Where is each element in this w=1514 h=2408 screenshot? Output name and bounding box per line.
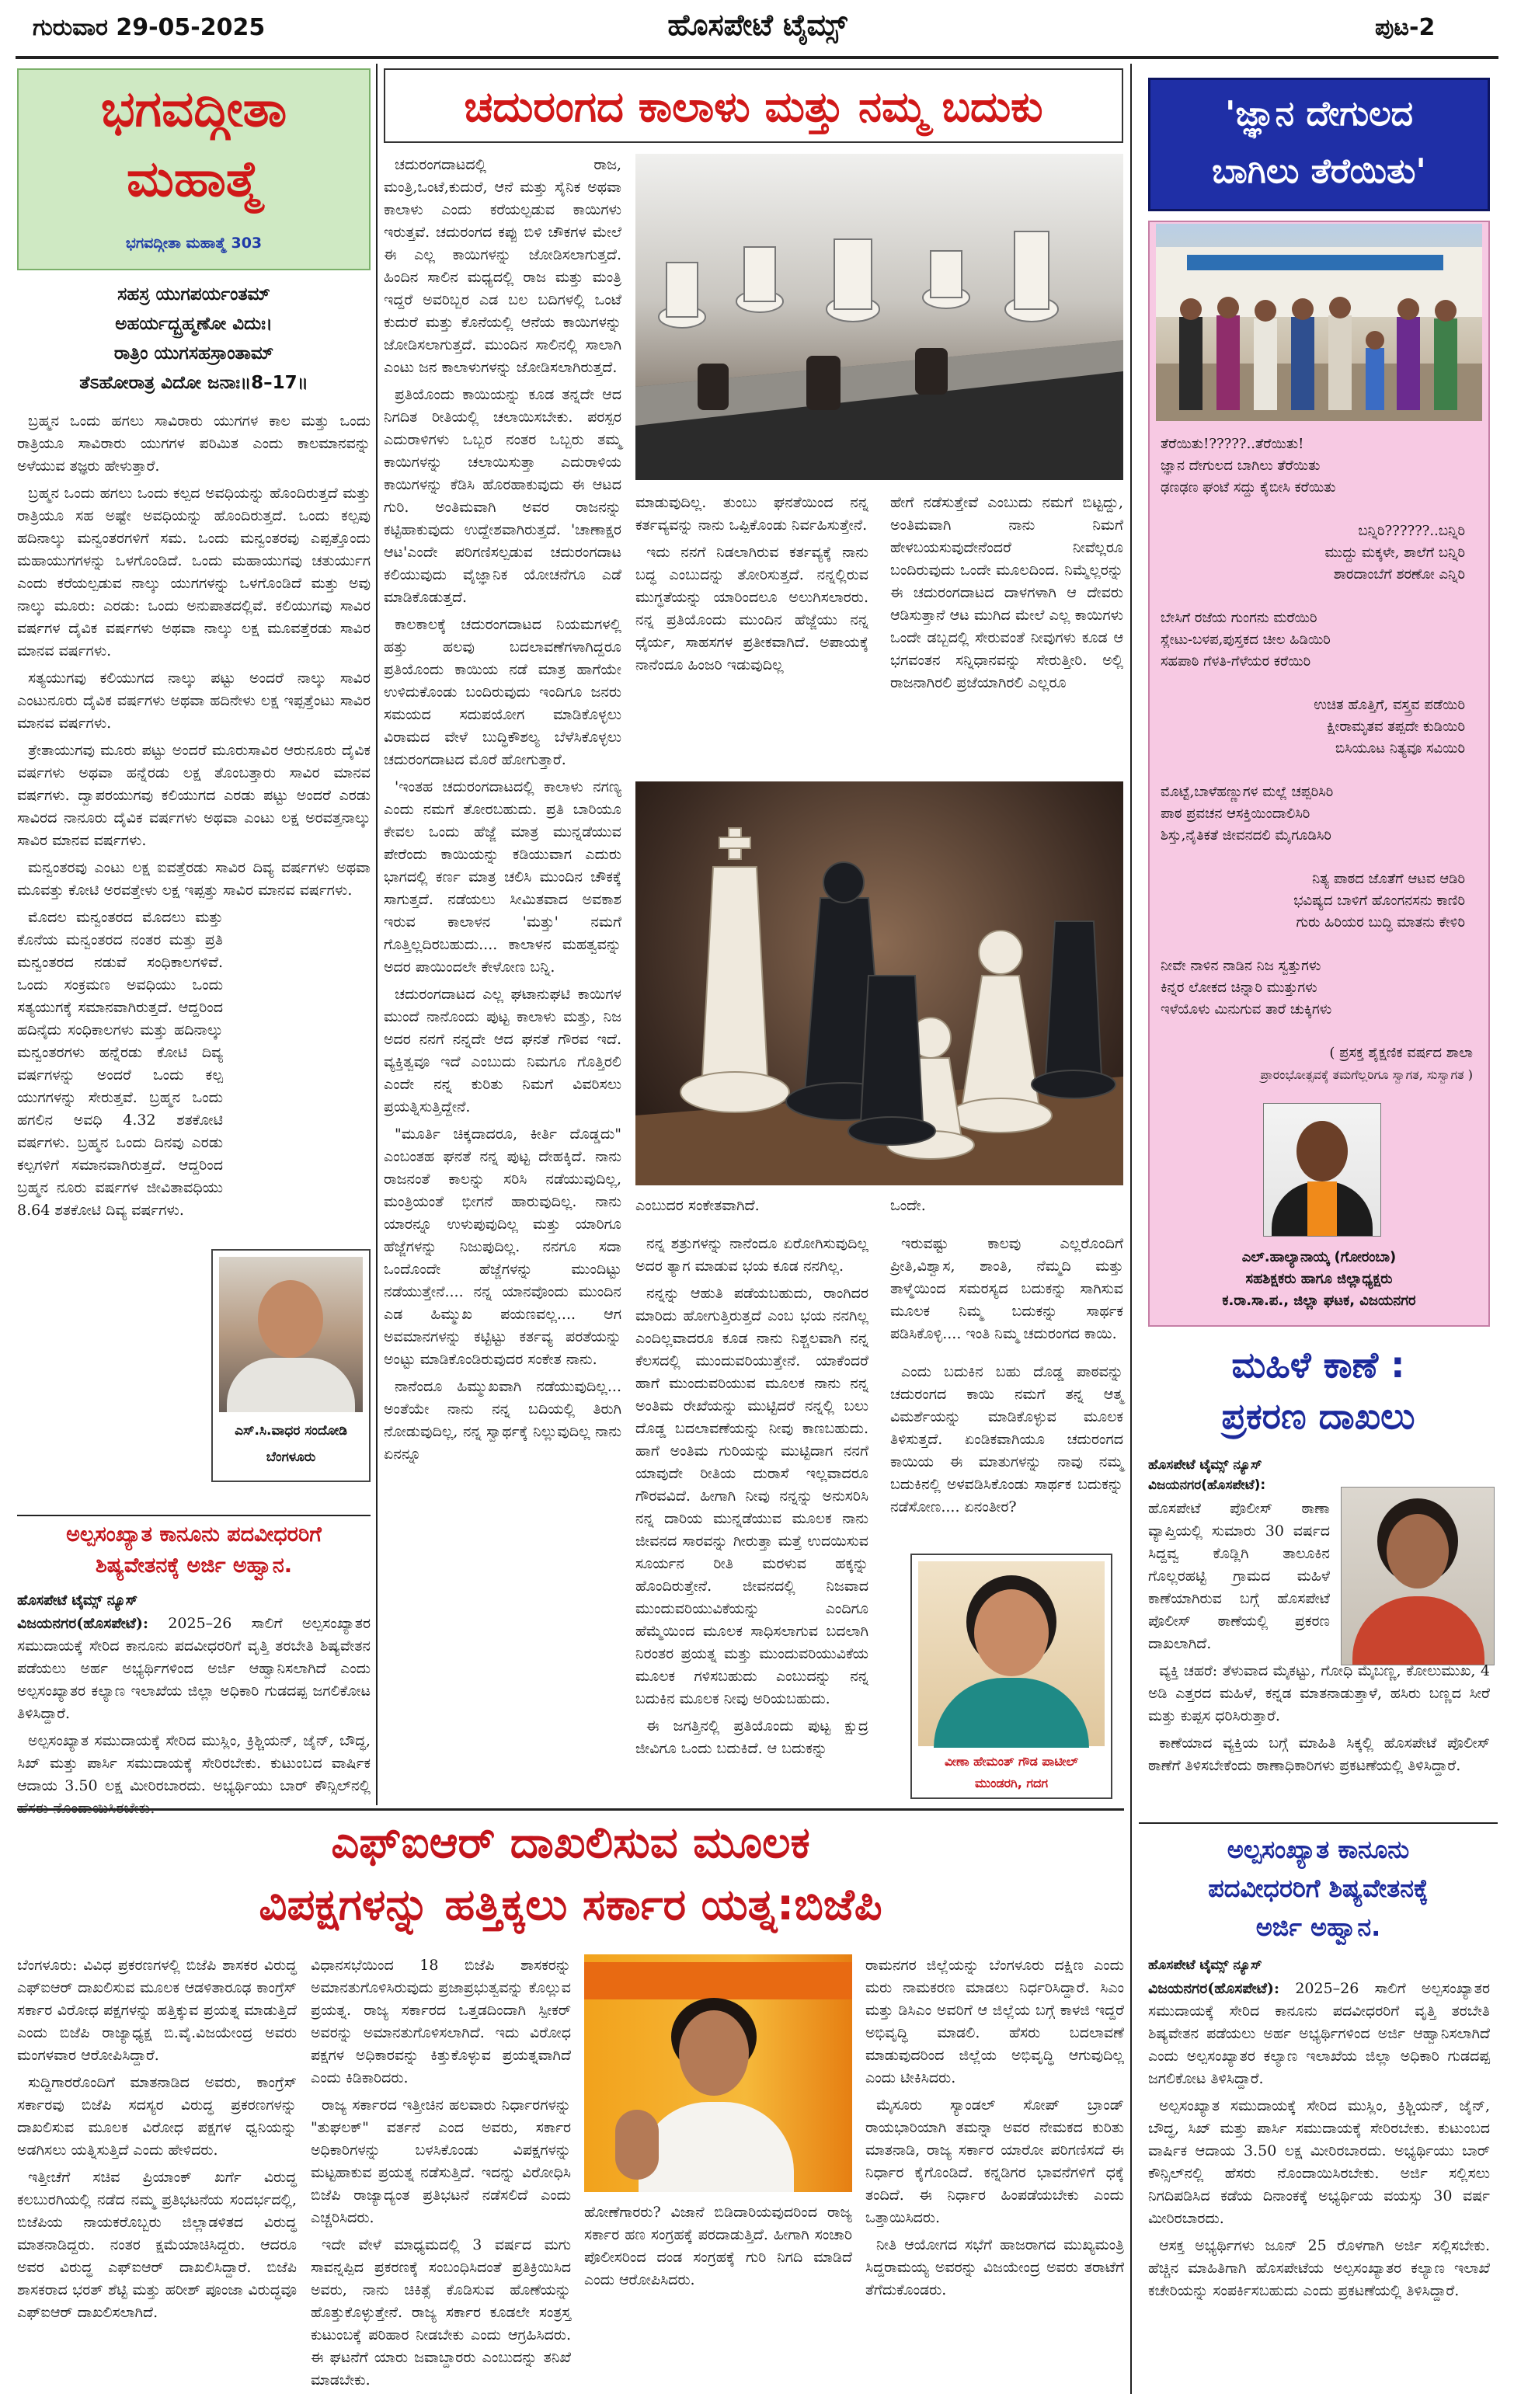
poem-line: ಬೇಸಿಗೆ ರಜೆಯ ಗುಂಗನು ಮರೆಯಿರಿ: [1161, 610, 1317, 626]
chess-author-name: ವೀಣಾ ಹೇಮಂತ್ ಗೌಡ ಪಾಟೀಲ್: [945, 1754, 1078, 1769]
poem-line: ಕ್ಷೀರಾಮೃತವ ತಪ್ಪದೇ ಕುಡಿಯಿರಿ: [1326, 719, 1465, 735]
gita-paragraph: ಸತ್ಯಯುಗವು ಕಲಿಯುಗದ ನಾಲ್ಕು ಪಟ್ಟು ಅಂದರೆ ನಾಲ್ಕು ಸಾವಿರ ಎಂಟುನೂರು ದೈವಿಕ ವರ್ಷಗಳು ಅಥವಾ ಹದಿನೇಳು ಲಕ್ಷ ಇಪ್ಪತ್ತೆಂಟು ಸಾವಿರ ಮಾನವ ವರ್ಷಗಳು.: [17, 670, 371, 732]
minority-left-paragraph: [17, 1613, 371, 1725]
gita-paragraph: ಬ್ರಹ್ಮನ ಒಂದು ಹಗಲು ಸಾವಿರಾರು ಯುಗಗಳ ಕಾಲ ಮತ್ತು ಒಂದು ರಾತ್ರಿಯೂ ಸಾವಿರಾರು ಯುಗಗಳ ಪರಿಮಿತ ಎಂದು ಕಾಲಮಾನವನ್ನು ಅಳೆಯುವ ತಜ್ಞರು ಹೇಳುತ್ತಾರೆ.: [17, 412, 371, 475]
chess-column-2-continued: [635, 1195, 868, 1801]
missing-headline-2: ಪ್ರಕರಣ ದಾಖಲು: [1221, 1395, 1415, 1437]
poem-line: ಉಚಿತ ಹೊತ್ತಿಗೆ, ವಸ್ತ್ರವ ಪಡೆಯಿರಿ: [1314, 697, 1465, 713]
poem-line: ಪಾಠ ಪ್ರವಚನ ಆಸಕ್ತಿಯಿಂದಾಲಿಸಿರಿ: [1161, 806, 1310, 822]
gita-header-box: [17, 68, 371, 270]
chess-column-1: [384, 154, 621, 1801]
poem-line: ಶಾರದಾಂಬೆಗೆ ಶರಣೋ ಎನ್ನಿರಿ: [1333, 566, 1465, 583]
chess-author-place: ಮುಂಡರಗಿ, ಗದಗ: [974, 1776, 1049, 1790]
shloka-line: ರಾತ್ರಿಂ ಯುಗಸಹಸ್ರಾಂತಾಮ್: [113, 343, 274, 364]
chess-paragraph: ಇದು ನನಗೆ ನಿಡಲಾಗಿರುವ ಕರ್ತವ್ಯಕ್ಕೆ ನಾನು ಬದ್ಧ ಎಂಬುದನ್ನು ತೋರಿಸುತ್ತದೆ. ನನ್ನಲ್ಲಿರುವ ಮುಗ್ಧತೆಯನ್ನು ಯಾರಿಂದಲೂ ಅಲುಗಿಸಲಾರರು. ನನ್ನ ಪ್ರತಿಯೊಂದು ಮುಂದಿನ ಹೆಜ್ಜೆಯು ನನ್ನ ಧೈರ್ಯ, ಸಾಹಸಗಳ ಪ್ರತೀಕವಾಗಿದೆ. ಅಪಾಯಕ್ಕೆ ನಾನೆಂದೂ ಹಿಂಜರಿ ಇಡುವುದಿಲ್ಲ: [635, 544, 868, 673]
chess-section: [384, 68, 1123, 1805]
poem-line: ತೆರೆಯಿತು!?????..ತೆರೆಯಿತು!: [1161, 436, 1304, 452]
poem-line: [1161, 847, 1481, 868]
chess-paragraph: ನನ್ನನ್ನು ಆಹುತಿ ಪಡೆಯಬಹುದು, ರಾಂಗಿದರ ಮಾರಿದು ಹೋಗುತ್ತಿರುತ್ತದೆ ಎಂಬ ಭಯ ನನಗಿಲ್ಲ ಎಂದಿಲ್ಲವಾದರೂ ಕೂಡ ನಾನು ನಿಶ್ಚಲವಾಗಿ ನನ್ನ ಕೆಲಸದಲ್ಲಿ ಮುಂದುವರಿಯುತ್ತೇನೆ. ಯಾಕೆಂದರೆ ಹಾಗೆ ಮುಂದುವರಿಯುವ ಮೂಲಕ ನಾನು ನನ್ನ ಅಂತಿಮ ರೇಖೆಯನ್ನು ಮುಟ್ಟಿದರೆ ನನ್ನಲ್ಲಿ ಬಲು ದೊಡ್ಡ ಬದಲಾವಣೆಯನ್ನು ನೀವು ಕಾಣಬಹುದು. ಹಾಗೆ ಅಂತಿಮ ಗುರಿಯನ್ನು ಮುಟ್ಟಿದಾಗ ನನಗೆ ಯಾವುದೇ ರೀತಿಯ ದುರಾಸೆ ಇಲ್ಲವಾದರೂ ಗೌರವವಿದೆ. ಹೀಗಾಗಿ ನೀವು ನನ್ನನ್ನು ಅನುಸರಿಸಿ ನನ್ನ ದಾರಿಯ ಮುನ್ನಡೆಯುವ ಮೂಲಕ ನಾನು ಜೀವನದ ಸಾರವನ್ನು ಗೀರುತ್ತಾ ಮತ್ತೆ ಉದಯಿಸುವ ಸೂರ್ಯನ ರೀತಿ ಮರಳುವ ಹಕ್ಕನ್ನು ಹೊಂದಿರುತ್ತೇನೆ. ಜೀವನದಲ್ಲಿ ನಿಜವಾದ ಮುಂದುವರಿಯುವಿಕೆಯನ್ನು ಎಂದಿಗೂ ಹೆಮ್ಮೆಯಿಂದ ಮೂಲಕ ಸಾಧಿಸಲಾಗುವ ಬದಲಾಗಿ ನಿರಂತರ ಪ್ರಯತ್ನ ಮತ್ತು ಮುಂದುವರಿಯುವಿಕೆಯ ಮೂಲಕ ಗಳಿಸಬಹುದು ಎಂಬುದನ್ನು ನನ್ನ ಬದುಕಿನ ಮೂಲಕ ನೀವು ಅರಿಯಬಹುದು.: [635, 1285, 868, 1707]
bjp-paragraph: ಇತ್ತೀಚೆಗೆ ಸಚಿವ ಪ್ರಿಯಾಂಕ್ ಖರ್ಗೆ ವಿರುದ್ಧ ಕಲಬುರಗಿಯಲ್ಲಿ ನಡೆದ ನಮ್ಮ ಪ್ರತಿಭಟನೆಯ ಸಂದರ್ಭದಲ್ಲಿ, ಬಿಜೆಪಿಯ ನಾಯಕರೊಬ್ಬರು ಜಿಲ್ಲಾಡಳಿತದ ವಿರುದ್ಧ ಮಾತನಾಡಿದ್ದರು. ನಂತರ ಕ್ಷಮೆಯಾಚಿಸಿದ್ದರು. ಆದರೂ ಅವರ ವಿರುದ್ಧ ಎಫ್‌ಐಆರ್ ದಾಖಲಿಸಿದ್ದಾರೆ. ಬಿಜೆಪಿ ಶಾಸಕರಾದ ಭರತ್ ಶೆಟ್ಟಿ ಮತ್ತು ಹರೀಶ್ ಪೂಂಜಾ ವಿರುದ್ಧವೂ ಎಫ್‌ಐಆರ್ ದಾಖಲಿಸಲಾಗಿದೆ.: [17, 2169, 297, 2321]
gita-paragraph: ಮೊದಲ ಮನ್ವಂತರದ ಮೊದಲು ಮತ್ತು ಕೊನೆಯ ಮನ್ವಂತರದ ನಂತರ ಮತ್ತು ಪ್ರತಿ ಮನ್ವಂತರದ ನಡುವೆ ಸಂಧಿಕಾಲಗಳಿವೆ. ಒಂದು ಸಂಕ್ರಮಣ ಅವಧಿಯು ಒಂದು ಸತ್ಯಯುಗಕ್ಕೆ ಸಮಾನವಾಗಿರುತ್ತದೆ. ಆದ್ದರಿಂದ ಹದಿನೈದು ಸಂಧಿಕಾಲಗಳು ಮತ್ತು ಹದಿನಾಲ್ಕು ಮನ್ವಂತರಗಳು ಹನ್ನೆರಡು ಕೋಟಿ ದಿವ್ಯ ವರ್ಷಗಳನ್ನು ಅಂದರೆ ಒಂದು ಕಲ್ಪ ಯುಗಗಳನ್ನು ಸೇರುತ್ತವೆ. ಬ್ರಹ್ಮನ ಒಂದು ಹಗಲಿನ ಅವಧಿ 4.32 ಶತಕೋಟಿ ವರ್ಷಗಳು. ಬ್ರಹ್ಮನ ಒಂದು ದಿನವು ಎರಡು ಕಲ್ಪಗಳಿಗೆ ಸಮಾನವಾಗಿರುತ್ತದೆ. ಆದ್ದರಿಂದ ಬ್ರಹ್ಮನ ನೂರು ವರ್ಷಗಳ ಜೀವಿತಾವಧಿಯು 8.64 ಶತಕೋಟಿ ದಿವ್ಯ ವರ್ಷಗಳು.: [17, 909, 223, 1219]
chess-author-photo: [918, 1561, 1105, 1746]
gita-author-box: [211, 1249, 371, 1482]
poem-line: [1161, 499, 1481, 520]
bjp-leader-photo: [584, 1954, 852, 2192]
chess-paragraph: ಹೇಗೆ ನಡೆಸುತ್ತೇವೆ ಎಂಬುದು ನಮಗೆ ಬಿಟ್ಟದ್ದು, ಅಂತಿಮವಾಗಿ ನಾನು ನಿಮಗೆ ಹೇಳಬಯಸುವುದೇನೆಂದರೆ ನೀವೆಲ್ಲರೂ ಬಂದಿರುವುದು ಒಂದೇ ಮೂಲದಿಂದ. ನಿಮ್ಮೆಲ್ಲರನ್ನು ಈ ಚದುರಂಗದಾಟದ ದಾಳಗಳಾಗಿ ಆ ದೇವರು ಆಡಿಸುತ್ತಾನೆ ಆಟ ಮುಗಿದ ಮೇಲೆ ಎಲ್ಲ ಕಾಯಿಗಳು ಒಂದೇ ಡಬ್ಬದಲ್ಲಿ ಸೇರುವಂತೆ ನೀವುಗಳು ಕೂಡ ಆ ಭಗವಂತನ ಸನ್ನಿಧಾನವನ್ನು ಸೇರುತ್ತೀರಿ. ಅಲ್ಲಿ ರಾಜನಾಗಿರಲಿ ಪ್ರಜೆಯಾಗಿರಲಿ ಎಲ್ಲರೂ: [890, 494, 1123, 691]
bjp-headline-2: ವಿಪಕ್ಷಗಳನ್ನು ಹತ್ತಿಕ್ಕಲು ಸರ್ಕಾರ ಯತ್ನ:ಬಿಜೆಪಿ: [259, 1880, 882, 1930]
chess-paragraph: "ಮೂರ್ತಿ ಚಿಕ್ಕದಾದರೂ, ಕೀರ್ತಿ ದೊಡ್ಡದು" ಎಂಬಂತಹ ಘನತೆ ನನ್ನ ಪುಟ್ಟ ದೇಹಕ್ಕಿದೆ. ನಾನು ರಾಜನಂತೆ ಕಾಲನ್ನು ಸರಿಸಿ ನಡೆಯುವುದಿಲ್ಲ, ಮಂತ್ರಿಯಂತೆ ಭೀಗನೆ ಹಾರುವುದಿಲ್ಲ. ನಾನು ಯಾರನ್ನೂ ಉಳುಪುವುದಿಲ್ಲ ಮತ್ತು ಯಾರಿಗೂ ಹೆಜ್ಜೆಗಳನ್ನು ನಿಜುಪುದಿಲ್ಲ. ನನಗೂ ಸದಾ ಒಂದೊಂದೇ ಹೆಜ್ಜೆಗಳನ್ನು ಮುಂದಿಟ್ಟು ನಡೆಯುತ್ತೇನೆ.... ನನ್ನ ಯಾನವೊಂದು ಮುಂದಿನ ಎಡ ಹಿಮ್ಮುಖ ಪಯಣವಲ್ಲ.... ಆಗ ಅವಮಾನಗಳನ್ನು ಕಟ್ಟಿಟ್ಟು ಕರ್ತವ್ಯ ಪರತೆಯನ್ನು ಅಂಟ್ಟು ಮಾಡಿಕೊಂಡಿರುವುದರ ಸಂಕೇತ ನಾನು.: [384, 1126, 621, 1368]
chess-paragraph: ಕಾಲಕಾಲಕ್ಕೆ ಚದುರಂಗದಾಟದ ನಿಯಮಗಳಲ್ಲಿ ಹತ್ತು ಹಲವು ಬದಲಾವಣೆಗಳಾಗಿದ್ದರೂ ಪ್ರತಿಯೊಂದು ಕಾಯಿಯ ನಡೆ ಮಾತ್ರ ಹಾಗೆಯೇ ಉಳಿದುಕೊಂಡು ಬಂದಿರುವುದು ಇಂದಿಗೂ ಜನರು ಸಮಯದ ಸದುಪಯೋಗ ಮಾಡಿಕೊಳ್ಳಲು ವಿರಾಮದ ವೇಳೆ ಬುದ್ಧಿಕೌಶಲ್ಯ ಬೆಳೆಸಿಕೊಳ್ಳಲು ಚದುರಂಗದಾಟದ ಮೊರೆ ಹೋಗುತ್ತಾರೆ.: [384, 616, 621, 768]
school-author-unit: ಕ.ರಾ.ಸಾ.ಪ., ಜಿಲ್ಲಾ ಘಟಕ, ವಿಜಯನಗರ: [1222, 1293, 1416, 1309]
minority-right-headline-1: ಅಲ್ಪಸಂಖ್ಯಾತ ಕಾನೂನು: [1227, 1835, 1410, 1864]
minority-left-headline-1: ಅಲ್ಪಸಂಖ್ಯಾತ ಕಾನೂನು ಪದವೀಧರರಿಗೆ: [66, 1522, 322, 1547]
issue-date: ಗುರುವಾರ 29-05-2025: [33, 14, 266, 41]
masthead: [0, 0, 1514, 59]
poem-line: ನೀವೇ ನಾಳಿನ ನಾಡಿನ ನಿಜ ಸ್ವತ್ತುಗಳು: [1161, 958, 1321, 974]
gita-author-photo: [219, 1257, 363, 1412]
gita-paragraph: ಬ್ರಹ್ಮನ ಒಂದು ಹಗಲು ಒಂದು ಕಲ್ಪದ ಅವಧಿಯನ್ನು ಹೊಂದಿರುತ್ತದೆ ಮತ್ತು ರಾತ್ರಿಯೂ ಸಹ ಅಷ್ಟೇ ಅವಧಿಯನ್ನು ಹೊಂದಿರುತ್ತದೆ. ಒಂದು ಕಲ್ಪವು ಹದಿನಾಲ್ಕು ಮನ್ವಂತರಗಳಿಗೆ ಸಮ. ಒಂದು ಮನ್ವಂತರವು ಎಪ್ಪತ್ತೊಂದು ಮಹಾಯುಗಗಳನ್ನು ಒಳಗೊಂಡಿದೆ. ಒಂದು ಮಹಾಯುಗವು ಚತುರ್ಯುಗ ಎಂದು ಕರೆಯಲ್ಪಡುವ ನಾಲ್ಕು ಯುಗಗಳನ್ನು ಒಳಗೊಂಡಿದೆ ಮತ್ತು ಅವು ನಾಲ್ಕು ಮೂರು: ಎರಡು: ಒಂದು ಅನುಪಾತದಲ್ಲಿವೆ. ಕಲಿಯುಗವು ಸಾವಿರ ವರ್ಷಗಳ ದೈವಿಕ ವರ್ಷಗಳು ಅಥವಾ ನಾಲ್ಕು ಲಕ್ಷ ಮೂವತ್ತೆರಡು ಸಾವಿರ ಮಾನವ ವರ್ಷಗಳು.: [17, 485, 371, 659]
column-rule-left: [376, 64, 378, 1805]
minority-left-byline-2: ವಿಜಯನಗರ(ಹೊಸಪೇಟೆ):: [17, 1615, 149, 1632]
chess-pieces-illustration: [635, 781, 1123, 1185]
missing-paragraph: ಕಾಣೆಯಾದ ವ್ಯಕ್ತಿಯ ಬಗ್ಗೆ ಮಾಹಿತಿ ಸಿಕ್ಕಲ್ಲಿ ಹೊಸಪೇಟೆ ಪೊಲೀಸ್ ಠಾಣೆಗೆ ತಿಳಿಸಬೇಕೆಂದು ಠಾಣಾಧಿಕಾರಿಗಳು ಪ್ರಕಟಣೆಯಲ್ಲಿ ತಿಳಿಸಿದ್ದಾರೆ.: [1148, 1735, 1490, 1774]
poem-line: ಭವಿಷ್ಯದ ಬಾಳಿಗೆ ಹೊಂಗನಸನು ಕಾಣಿರಿ: [1293, 893, 1465, 909]
school-photo-illustration: [1156, 224, 1482, 421]
chess-paragraph: ಚದುರಂಗದಾಟದಲ್ಲಿ ರಾಜ, ಮಂತ್ರಿ,ಒಂಟೆ,ಕುದುರೆ, ಆನೆ ಮತ್ತು ಸೈನಿಕ ಅಥವಾ ಕಾಲಾಳು ಎಂದು ಕರೆಯಲ್ಪಡುವ ಕಾಯಿಗಳು ಇರುತ್ತವೆ. ಚದುರಂಗದ ಕಪ್ಪು ಬಿಳಿ ಚೌಕಗಳ ಮೇಲೆ ಈ ಎಲ್ಲ ಕಾಯಿಗಳನ್ನು ಜೋಡಿಸಲಾಗುತ್ತದೆ. ಹಿಂದಿನ ಸಾಲಿನ ಮಧ್ಯದಲ್ಲಿ ರಾಜ ಮತ್ತು ಮಂತ್ರಿ ಇದ್ದರೆ ಅವರಿಬ್ಬರ ಎಡ ಬಲ ಬದಿಗಳಲ್ಲಿ ಒಂಟೆ ಕುದುರೆ ಮತ್ತು ಕೊನೆಯಲ್ಲಿ ಆನೆಯ ಕಾಯಿಗಳನ್ನು ಜೋಡಿಸಲಾಗುತ್ತದೆ. ಮುಂದಿನ ಸಾಲಿನಲ್ಲಿ ಸಾಲಾಗಿ ಎಂಟು ಜನ ಕಾಲಾಳುಗಳನ್ನು ಜೋಡಿಸಲಾಗಿರುತ್ತದೆ.: [384, 156, 621, 376]
poem-line: [1161, 673, 1481, 694]
poem-line: [1161, 1021, 1481, 1042]
chess-column-2: [635, 492, 868, 771]
chess-paragraph: ನಾನೆಂದೂ ಹಿಮ್ಮುಖವಾಗಿ ನಡೆಯುವುದಿಲ್ಲ... ಅಂತೆಯೇ ನಾನು ನನ್ನ ಬದಿಯಲ್ಲಿ ತಿರುಗಿ ನೋಡುವುದಿಲ್ಲ, ನನ್ನ ಸ್ವಾರ್ಥಕ್ಕೆ ನಿಲ್ಲುವುದಿಲ್ಲ ನಾನು ಏನನ್ನೂ: [384, 1378, 621, 1463]
bjp-top-rule: [17, 1808, 1124, 1811]
bjp-paragraph: ವಿಧಾನಸಭೆಯಿಂದ 18 ಬಿಜೆಪಿ ಶಾಸಕರನ್ನು ಅಮಾನತುಗೊಳಿಸಿರುವುದು ಪ್ರಜಾಪ್ರಭುತ್ವವನ್ನು ಕೊಲ್ಲುವ ಪ್ರಯತ್ನ. ರಾಜ್ಯ ಸರ್ಕಾರದ ಒತ್ತಡದಿಂದಾಗಿ ಸ್ಪೀಕರ್ ಅವರನ್ನು ಅಮಾನತುಗೊಳಿಸಲಾಗಿದೆ. ಇದು ವಿರೋಧ ಪಕ್ಷಗಳ ಅಧಿಕಾರವನ್ನು ಕಿತ್ತುಕೊಳ್ಳುವ ಪ್ರಯತ್ನವಾಗಿದೆ ಎಂದು ಕಿಡಿಕಾರಿದರು.: [311, 1957, 571, 2086]
banner-text-shape: [584, 1962, 852, 1999]
school-author-role: ಸಹಶಿಕ್ಷಕರು ಹಾಗೂ ಜಿಲ್ಲಾಧ್ಯಕ್ಷರು: [1245, 1271, 1393, 1287]
minority-right-headline-2: ಪದವೀಧರರಿಗೆ ಶಿಷ್ಯವೇತನಕ್ಕೆ: [1208, 1874, 1429, 1903]
bjp-paragraph: ರಾಮನಗರ ಜಿಲ್ಲೆಯನ್ನು ಬೆಂಗಳೂರು ದಕ್ಷಿಣ ಎಂದು ಮರು ನಾಮಕರಣ ಮಾಡಲು ನಿರ್ಧರಿಸಿದ್ದಾರೆ. ಸಿಎಂ ಮತ್ತು ಡಿಸಿಎಂ ಅವರಿಗೆ ಆ ಜಿಲ್ಲೆಯ ಬಗ್ಗೆ ಕಾಳಜಿ ಇದ್ದರೆ ಅಭಿವೃದ್ಧಿ ಮಾಡಲಿ. ಹೆಸರು ಬದಲಾವಣೆ ಮಾಡುವುದರಿಂದ ಜಿಲ್ಲೆಯ ಅಭಿವೃದ್ಧಿ ಆಗುವುದಿಲ್ಲ ಎಂದು ಟೀಕಿಸಿದರು.: [865, 1957, 1124, 2086]
chess-pieces-photo: [635, 781, 1123, 1185]
minority-right-byline-1: ಹೊಸಪೇಟೆ ಟೈಮ್ಸ್ ನ್ಯೂಸ್: [1148, 1957, 1262, 1973]
gita-bottom-rule: [17, 1515, 371, 1516]
poem-line: ಬನ್ನಿರಿ??????..ಬನ್ನಿರಿ: [1358, 523, 1465, 539]
chess-headline-box: [384, 68, 1123, 143]
chess-paragraph: ಒಂದೇ.: [890, 1197, 926, 1214]
poem-line: ಶಿಸ್ತು,ನೈತಿಕತೆ ಜೀವನದಲಿ ಮೈಗೂಡಿಸಿರಿ: [1161, 827, 1331, 844]
shloka-line: ಸಹಸ್ರ ಯುಗಪರ್ಯಂತಮ್: [117, 284, 270, 304]
gita-paragraph: ತ್ರೇತಾಯುಗವು ಮೂರು ಪಟ್ಟು ಅಂದರೆ ಮೂರುಸಾವಿರ ಆರುನೂರು ದೈವಿಕ ವರ್ಷಗಳು ಅಥವಾ ಹನ್ನೆರಡು ಲಕ್ಷ ತೊಂಬತ್ತಾರು ಸಾವಿರ ಮಾನವ ವರ್ಷಗಳು. ದ್ವಾಪರಯುಗವು ಕಲಿಯುಗದ ಎರಡು ಪಟ್ಟು ಅಂದರೆ ಎರಡು ಸಾವಿರದ ನಾನೂರು ದೈವಿಕ ವರ್ಷಗಳು ಅಥವಾ ಎಂಟು ಲಕ್ಷ ಅರವತ್ತನಾಲ್ಕು ಸಾವಿರ ಮಾನವ ವರ್ಷಗಳು.: [17, 742, 371, 849]
poem-line: ಢಣಢಣ ಘಂಟೆ ಸದ್ದು ಕೈಬೀಸಿ ಕರೆಯಿತು: [1161, 479, 1336, 496]
shloka-line: ತೆಽಹೋರಾತ್ರ ವಿದೋ ಜನಾಃ॥8–17॥: [79, 373, 308, 393]
poem-line: ಕಿನ್ನರ ಲೋಕದ ಚಿನ್ನಾರಿ ಮುತ್ತುಗಳು: [1161, 980, 1317, 996]
poem-line: ಸ್ಲೇಟು-ಬಳಪ,ಪುಸ್ತಕದ ಚೀಲ ಹಿಡಿಯಿರಿ: [1161, 632, 1331, 648]
saree-shape: [934, 1678, 1089, 1748]
minority-left-byline-1: ಹೊಸಪೇಟೆ ಟೈಮ್ಸ್ ನ್ಯೂಸ್: [17, 1592, 138, 1609]
missing-body: [1148, 1498, 1490, 1782]
chess-image-caption: ಎಂಬುದರ ಸಂಕೇತವಾಗಿದೆ.: [635, 1197, 760, 1214]
school-headline-1: 'ಜ್ಞಾನ ದೇಗುಲದ: [1224, 94, 1414, 134]
poem-line: ಮೊಟ್ಟೆ,ಬಾಳೆಹಣ್ಣುಗಳ ಮಲ್ಲೆ ಚಪ್ಪರಿಸಿರಿ: [1161, 784, 1334, 800]
chess-column-3-continued: [890, 1195, 1123, 1544]
poem-line: ಗುರು ಹಿರಿಯರ ಬುದ್ಧಿ ಮಾತನು ಕೇಳಿರಿ: [1296, 914, 1465, 931]
bjp-paragraph: ರಾಜ್ಯ ಸರ್ಕಾರದ ಇತ್ತೀಚಿನ ಹಲವಾರು ನಿರ್ಧಾರಗಳನ್ನು "ತುಘಲಕ್" ವರ್ತನೆ ಎಂದ ಅವರು, ಸರ್ಕಾರ ಅಧಿಕಾರಿಗಳನ್ನು ಬಳಸಿಕೊಂಡು ವಿಪಕ್ಷಗಳನ್ನು ಮಟ್ಟಹಾಕುವ ಪ್ರಯತ್ನ ನಡೆಸುತ್ತಿದೆ. ಇದನ್ನು ವಿರೋಧಿಸಿ ಬಿಜೆಪಿ ರಾಜ್ಯಾದ್ಯಂತ ಪ್ರತಿಭಟನೆ ನಡೆಸಲಿದೆ ಎಂದು ಎಚ್ಚರಿಸಿದರು.: [311, 2097, 571, 2226]
shirt-shape: [227, 1358, 355, 1412]
school-poem: [1161, 433, 1481, 1179]
minority-left-paragraph: ಅಲ್ಪಸಂಖ್ಯಾತ ಸಮುದಾಯಕ್ಕೆ ಸೇರಿದ ಮುಸ್ಲಿಂ, ಕ್ರಿಶ್ಚಿಯನ್, ಜೈನ್, ಬೌದ್ಧ, ಸಿಖ್ ಮತ್ತು ಪಾರ್ಸಿ ಸಮುದಾಯಕ್ಕೆ ಸೇರಿರಬೇಕು. ಕುಟುಂಬದ ವಾರ್ಷಿಕ ಆದಾಯ 3.50 ಲಕ್ಷ ಮೀರಿರಬಾರದು. ಅಭ್ಯರ್ಥಿಯು ಬಾರ್ ಕೌನ್ಸಿಲ್‌ನಲ್ಲಿ: [17, 1732, 371, 1794]
poem-line: ಬಿಸಿಯೂಟ ನಿತ್ಯವೂ ಸವಿಯಿರಿ: [1335, 740, 1465, 757]
missing-paragraph: ಹೊಸಪೇಟೆ ಪೊಲೀಸ್ ಠಾಣಾ ವ್ಯಾಪ್ತಿಯಲ್ಲಿ ಸುಮಾರು 30 ವರ್ಷದ ಸಿದ್ದವ್ವ ಕೊಡ್ಲಿಗಿ ತಾಲೂಕಿನ ಗೊಲ್ಲರಹಟ್ಟಿ ಗ್ರಾಮದ ಮಹಿಳೆ ಕಾಣೆಯಾಗಿರುವ ಬಗ್ಗೆ ಹೊಸಪೇಟೆ ಪೊಲೀಸ್ ಠಾಣೆಯಲ್ಲಿ ಪ್ರಕರಣ ದಾಖಲಾಗಿದೆ.: [1148, 1500, 1330, 1652]
missing-byline-2: ವಿಜಯನಗರ(ಹೊಸಪೇಟೆ):: [1148, 1477, 1266, 1493]
gita-section: [17, 68, 371, 1513]
chess-paragraph: ಎಂದು ಬದುಕಿನ ಬಹು ದೊಡ್ಡ ಪಾಠವನ್ನು ಚದುರಂಗದ ಕಾಯಿ ನಮಗೆ ತನ್ನ ಆತ್ಮ ವಿಮರ್ಶೆಯನ್ನು ಮಾಡಿಕೊಳ್ಳುವ ಮೂಲಕ ತಿಳಿಸುತ್ತದೆ. ಏಂಡಿಕವಾಗಿಯೂ ಚದುರಂಗದ ಕಾಯಿಯ ಈ ಮಾತುಗಳನ್ನು ನಾವು ನಮ್ಮ ಬದುಕಿನಲ್ಲಿ ಅಳವಡಿಸಿಕೊಂಡು ಸಾರ್ಥಕ ಬದುಕನ್ನು ನಡೆಸೋಣ.... ಏನಂತೀರ?: [890, 1363, 1123, 1515]
poem-line: [1161, 586, 1481, 607]
poem-line: ಇಳೆಯೊಳು ಮಿನುಗುವ ತಾರೆ ಚುಕ್ಕಿಗಳು: [1161, 1001, 1332, 1018]
bjp-paragraph: ಇದೇ ವೇಳೆ ಮಾಧ್ಯಮದಲ್ಲಿ 3 ವರ್ಷದ ಮಗು ಸಾವನ್ನಪ್ಪಿದ ಪ್ರಕರಣಕ್ಕೆ ಸಂಬಂಧಿಸಿದಂತೆ ಪ್ರತಿಕ್ರಿಯಿಸಿದ ಅವರು, ನಾನು ಚಿಕಿತ್ಸೆ ಕೊಡಿಸುವ ಹೊಣೆಯನ್ನು ಹೊತ್ತುಕೊಳ್ಳುತ್ತೇನೆ. ರಾಜ್ಯ ಸರ್ಕಾರ ಕೂಡಲೇ ಸಂತ್ರಸ್ತ ಕುಟುಂಬಕ್ಕೆ ಪರಿಹಾರ ನೀಡಬೇಕು ಎಂದು ಆಗ್ರಹಿಸಿದರು. ಈ ಘಟನೆಗೆ ಯಾರು ಜವಾಬ್ದಾರರು ಎಂಬುದನ್ನು ತನಿಖೆ ಮಾಡಬೇಕು.: [311, 2236, 571, 2389]
school-author-name: ಎಲ್.ಹಾಲ್ಯಾನಾಯ್ಕ (ಗೋರಂಬಾ): [1241, 1249, 1397, 1265]
minority-right-paragraph: ಅಲ್ಪಸಂಖ್ಯಾತ ಸಮುದಾಯಕ್ಕೆ ಸೇರಿದ ಮುಸ್ಲಿಂ, ಕ್ರಿಶ್ಚಿಯನ್, ಜೈನ್, ಬೌದ್ಧ, ಸಿಖ್ ಮತ್ತು ಪಾರ್ಸಿ ಸಮುದಾಯಕ್ಕೆ ಸೇರಿರಬೇಕು. ಕುಟುಂಬದ ವಾರ್ಷಿಕ ಆದಾಯ 3.50 ಲಕ್ಷ ಮೀರಿರಬಾರದು. ಅಭ್ಯರ್ಥಿಯು ಬಾರ್ ಕೌನ್ಸಿಲ್‌ನಲ್ಲಿ ಹೆಸರು ನೊಂದಾಯಿಸಿರಬೇಕು. ಅರ್ಜಿ ಸಲ್ಲಿಸಲು ನಿಗದಿಪಡಿಸಿದ ಕಡೆಯ ದಿನಾಂಕಕ್ಕೆ ಅಭ್ಯರ್ಥಿಯ ವಯಸ್ಸು 30 ವರ್ಷ ಮೀರಿರಬಾರದು.: [1148, 2097, 1490, 2227]
gita-series: ಭಗವದ್ಗೀತಾ ಮಹಾತ್ಮೆ 303: [125, 235, 263, 252]
bjp-paragraph: ಬೆಂಗಳೂರು: ವಿವಿಧ ಪ್ರಕರಣಗಳಲ್ಲಿ ಬಿಜೆಪಿ ಶಾಸಕರ ವಿರುದ್ಧ ಎಫ್‌ಐಆರ್ ದಾಖಲಿಸುವ ಮೂಲಕ ಆಡಳಿತಾರೂಢ ಕಾಂಗ್ರೆಸ್ ಸರ್ಕಾರ ವಿರೋಧ ಪಕ್ಷಗಳನ್ನು ಹತ್ತಿಕ್ಕುವ ಪ್ರಯತ್ನ ಮಾಡುತ್ತಿದೆ ಎಂದು ಬಿಜೆಪಿ ರಾಜ್ಯಾಧ್ಯಕ್ಷ ಬಿ.ವೈ.ವಿಜಯೇಂದ್ರ ಅವರು ಮಂಗಳವಾರ ಆರೋಪಿಸಿದ್ದಾರೆ.: [17, 1957, 297, 2064]
masthead-rule: [16, 56, 1498, 59]
bjp-column-3: [865, 1954, 1124, 2393]
minority-right-body: [1148, 1978, 1490, 2307]
chess-paragraph: ಚದುರಂಗದಾಟದ ಎಲ್ಲ ಘಟಾನುಘಟಿ ಕಾಯಿಗಳ ಮುಂದೆ ನಾನೊಂದು ಪುಟ್ಟ ಕಾಲಾಳು ಮತ್ತು, ನಿಜ ಅದರ ನನಗೆ ನನ್ನದೇ ಆದ ಘನತೆ ಗೌರವ ಇದೆ. ವ್ಯಕ್ತಿತ್ವವೂ ಇದೆ ಎಂಬುದು ನಿಮಗೂ ಗೊತ್ತಿರಲಿ ಎಂದೇ ನನ್ನ ಕುರಿತು ನಿಮಗೆ ವಿವರಿಸಲು ಪ್ರಯತ್ನಿಸುತ್ತಿದ್ದೇನೆ.: [384, 986, 621, 1115]
poem-line: ಸಹಪಾಠಿ ಗೆಳತಿ-ಗೆಳೆಯರ ಕರೆಯಿರಿ: [1161, 653, 1311, 670]
raised-hand-shape: [615, 2110, 659, 2180]
minority-right-section: [1139, 1835, 1498, 2398]
bjp-paragraph: ಸುದ್ದಿಗಾರರೊಂದಿಗೆ ಮಾತನಾಡಿದ ಅವರು, ಕಾಂಗ್ರೆಸ್ ಸರ್ಕಾರವು ಬಿಜೆಪಿ ಸದಸ್ಯರ ವಿರುದ್ಧ ಪ್ರಕರಣಗಳನ್ನು ದಾಖಲಿಸುವ ಮೂಲಕ ವಿರೋಧ ಪಕ್ಷಗಳ ಧ್ವನಿಯನ್ನು ಅಡಗಿಸಲು ಯತ್ನಿಸುತ್ತಿದೆ ಎಂದು ಹೇಳಿದರು.: [17, 2074, 297, 2159]
bjp-image-caption-block: [584, 2201, 852, 2393]
minority-right-headline-3: ಅರ್ಜಿ ಅಹ್ವಾನ.: [1255, 1912, 1381, 1942]
chess-paragraph: ಮಾಡುವುದಿಲ್ಲ. ತುಂಬು ಘನತೆಯಿಂದ ನನ್ನ ಕರ್ತವ್ಯವನ್ನು ನಾನು ಒಪ್ಪಿಕೊಂಡು ನಿರ್ವಹಿಸುತ್ತೇನೆ.: [635, 494, 868, 534]
paper-name: ಹೊಸಪೇಟೆ ಟೈಮ್ಸ್: [667, 8, 847, 42]
gita-shloka: [17, 280, 371, 398]
shirt-shape: [639, 2102, 794, 2192]
school-headline-2: ಬಾಗಿಲು ತೆರೆಯಿತು': [1212, 151, 1426, 191]
poem-line: ಪ್ರಾರಂಭೋತ್ಸವಕ್ಕೆ ತಮಗೆಲ್ಲರಿಗೂ ಸ್ವಾಗತ, ಸುಸ್ವಾಗತ ): [1260, 1067, 1473, 1082]
gita-paragraph: ಮನ್ವಂತರವು ಎಂಟು ಲಕ್ಷ ಐವತ್ತೆರಡು ಸಾವಿರ ದಿವ್ಯ ವರ್ಷಗಳು ಅಥವಾ ಮೂವತ್ತು ಕೋಟಿ ಅರವತ್ತೇಳು ಲಕ್ಷ ಇಪ್ಪತ್ತು ಸಾವಿರ ಮಾನವ ವರ್ಷಗಳು.: [17, 859, 371, 899]
school-group-photo: [1156, 224, 1482, 421]
minority-left-section: [17, 1522, 371, 1802]
face-shape: [974, 1589, 1049, 1676]
page-number: ಪುಟ-2: [1375, 14, 1436, 41]
face-shape: [679, 2010, 749, 2096]
school-headline-box: [1148, 78, 1490, 211]
chess-headline: ಚದುರಂಗದ ಕಾಲಾಳು ಮತ್ತು ನಮ್ಮ ಬದುಕು: [464, 82, 1043, 131]
shloka-line: ಅಹರ್ಯದ್ಬ್ರಹ್ಮಣೋ ವಿದುಃ।: [115, 314, 273, 334]
gita-author-place: ಬೆಂಗಳೂರು: [266, 1449, 316, 1465]
poem-line: ಮುದ್ದು ಮಕ್ಕಳೇ, ಶಾಲೆಗೆ ಬನ್ನಿರಿ: [1324, 545, 1465, 561]
chess-column-3: [890, 492, 1123, 771]
missing-paragraph: ವ್ಯಕ್ತಿ ಚಹರೆ: ತೆಳುವಾದ ಮೈಕಟ್ಟು, ಗೋಧಿ ಮೈಬಣ್ಣ, ಕೋಲುಮುಖ, 4 ಅಡಿ ಎತ್ತರದ ಮಹಿಳೆ, ಕನ್ನಡ ಮಾತನಾಡುತ್ತಾಳೆ, ಹಸಿರು ಬಣ್ಣದ ಸೀರೆ ಮತ್ತು ಕುಪ್ಪಸ ಧರಿಸಿರುತ್ತಾರೆ.: [1148, 1662, 1490, 1724]
poem-line: ಜ್ಞಾನ ದೇಗುಲದ ಬಾಗಿಲು ತೆರೆಯಿತು: [1161, 458, 1321, 474]
gita-title-line2: ಮಹಾತ್ಮೆ: [127, 151, 261, 208]
poem-line: ನಿತ್ಯ ಪಾಠದ ಜೊತೆಗೆ ಆಟವ ಆಡಿರಿ: [1312, 871, 1465, 887]
missing-headline-1: ಮಹಿಳೆ ಕಾಣೆ :: [1231, 1344, 1405, 1386]
chess-paragraph: ಇರುವಷ್ಟು ಕಾಲವು ಎಲ್ಲರೊಂದಿಗೆ ಪ್ರೀತಿ,ವಿಶ್ವಾಸ, ಶಾಂತಿ, ನೆಮ್ಮದಿ ಮತ್ತು ತಾಳ್ಮೆಯಿಂದ ಸಮರಸ್ಯದ ಬದುಕನ್ನು ಸಾಗಿಸುವ ಮೂಲಕ ನಿಮ್ಮ ಬದುಕನ್ನು ಸಾರ್ಥಕ ಪಡಿಸಿಕೊಳ್ಳಿ.... ಇಂತಿ ನಿಮ್ಮ ಚದುರಂಗದ ಕಾಯಿ.: [890, 1235, 1123, 1342]
chess-board-illustration: [635, 154, 1123, 480]
poem-line: [1161, 934, 1481, 955]
saffron-stole: [1307, 1181, 1337, 1236]
minority-right-paragraph: [1148, 1978, 1490, 2090]
bjp-column-2: [311, 1954, 571, 2393]
bjp-paragraph: ಮೈಸೂರು ಸ್ಯಾಂಡಲ್ ಸೋಪ್ ಬ್ರಾಂಡ್ ರಾಯಭಾರಿಯಾಗಿ ತಮನ್ನಾ ಅವರ ನೇಮಕದ ಕುರಿತು ಮಾತನಾಡಿ, ರಾಜ್ಯ ಸರ್ಕಾರ ಯಾರೋ ಪರಿಗಣಿಸದೆ ಈ ನಿರ್ಧಾರ ಕೈಗೊಂಡಿದೆ. ಕನ್ನಡಿಗರ ಭಾವನೆಗಳಿಗೆ ಧಕ್ಕೆ ತಂದಿದೆ. ಈ ನಿರ್ಧಾರ ಹಿಂಪಡೆಯಬೇಕು ಎಂದು ಒತ್ತಾಯಿಸಿದರು.: [865, 2097, 1124, 2226]
minority-right-paragraph: ಆಸಕ್ತ ಅಭ್ಯರ್ಥಿಗಳು ಜೂನ್ 25 ರೊಳಗಾಗಿ ಅರ್ಜಿ ಸಲ್ಲಿಸಬೇಕು. ಹೆಚ್ಚಿನ ಮಾಹಿತಿಗಾಗಿ ಹೊಸಪೇಟೆಯ ಅಲ್ಪಸಂಖ್ಯಾತರ ಕಲ್ಯಾಣ ಇಲಾಖೆ ಕಚೇರಿಯನ್ನು ಸಂಪರ್ಕಿಸಬಹುದು ಎಂದು ಪ್ರಕಟಣೆಯಲ್ಲಿ ತಿಳಿಸಿದ್ದಾರೆ.: [1148, 2237, 1490, 2299]
school-section: [1139, 68, 1498, 1327]
bjp-paragraph: ನೀತಿ ಆಯೋಗದ ಸಭೆಗೆ ಹಾಜರಾಗದ ಮುಖ್ಯಮಂತ್ರಿ ಸಿದ್ದರಾಮಯ್ಯ ಅವರನ್ನು ವಿಜಯೇಂದ್ರ ಅವರು ತರಾಟೆಗೆ ತೆಗೆದುಕೊಂಡರು.: [865, 2236, 1124, 2298]
bjp-headline-1: ಎಫ್‌ಐಆರ್ ದಾಖಲಿಸುವ ಮೂಲಕ: [331, 1818, 810, 1868]
chess-author-box: [910, 1554, 1112, 1799]
face-shape: [258, 1280, 323, 1358]
minority-left-body: [17, 1613, 371, 1825]
chess-paragraph: ನನ್ನ ಶತ್ರುಗಳನ್ನು ನಾನೆಂದೂ ಏರೋಗಿಸುವುದಿಲ್ಲ ಅದರ ತ್ಯಾಗ ಮಾಡುವ ಭಯ ಕೂಡ ನನಗಿಲ್ಲ.: [635, 1235, 868, 1275]
chess-board-photo: [635, 154, 1123, 480]
missing-bottom-rule: [1139, 1822, 1498, 1824]
minority-right-byline-2: ವಿಜಯನಗರ(ಹೊಸಪೇಟೆ):: [1148, 1980, 1280, 1997]
school-author-photo: [1263, 1103, 1381, 1237]
face-shape: [1296, 1121, 1348, 1181]
column-rule-right: [1130, 64, 1132, 2394]
poem-line: ( ಪ್ರಸಕ್ತ ಶೈಕ್ಷಣಿಕ ವರ್ಷದ ಶಾಲಾ: [1329, 1045, 1473, 1061]
bjp-paragraph: ಹೋಣೆಗಾರರು? ವಿಜಾನೆ ಬಿಡಿದಾರಿಯವುದರಿಂದ ರಾಜ್ಯ ಸರ್ಕಾರ ಹಣ ಸಂಗ್ರಹಕ್ಕೆ ಪರದಾಡುತ್ತಿದೆ. ಹೀಗಾಗಿ ಸಂಚಾರಿ ಪೊಲೀಸರಿಂದ ದಂಡ ಸಂಗ್ರಹಕ್ಕೆ ಗುರಿ ನಿಗದಿ ಮಾಡಿದೆ ಎಂದು ಆರೋಪಿಸಿದರು.: [584, 2204, 852, 2288]
gita-author-name: ಎಸ್.ಸಿ.ವಾಧರ ಸಂದೋಡಿ: [235, 1423, 347, 1439]
poem-line: [1161, 760, 1481, 781]
missing-byline-1: ಹೊಸಪೇಟೆ ಟೈಮ್ಸ್ ನ್ಯೂಸ್: [1148, 1457, 1262, 1473]
minority-left-text: 2025–26 ಸಾಲಿಗೆ ಅಲ್ಪಸಂಖ್ಯಾತರ ಸಮುದಾಯಕ್ಕೆ ಸೇರಿದ ಕಾನೂನು ಪದವೀಧರರಿಗೆ ವೃತ್ತಿ ತರಬೇತಿ ಶಿಷ್ಯವೇತನ ಪಡೆಯಲು ಅರ್ಹ ಅಭ್ಯರ್ಥಿಗಳಿಂದ ಅರ್ಜಿ ಆಹ್ವಾನಿಸಲಾಗಿದೆ ಎಂದು ಅಲ್ಪಸಂಖ್ಯಾತರ ಕಲ್ಯಾಣ ಇಲಾಖೆಯ ಜಿಲ್ಲಾ ಅಧಿಕಾರಿ ಗುಡದಪ್ಪ ಜಗಲಿಕೋಟ ತಿಳಿಸಿದ್ದಾರೆ.: [17, 1615, 371, 1722]
chess-paragraph: 'ಇಂತಹ ಚದುರಂಗದಾಟದಲ್ಲಿ ಕಾಲಾಳು ನಗಣ್ಯ ಎಂದು ನಮಗೆ ತೋರಬಹುದು. ಪ್ರತಿ ಬಾರಿಯೂ ಕೇವಲ ಒಂದು ಹೆಜ್ಜೆ ಮಾತ್ರ ಮುನ್ನಡೆಯುವ ಪೇರೆಂದು ಕಾಯಿಯನ್ನು ಕಡಿಯುವಾಗ ಎದುರು ಭಾಗದಲ್ಲಿ ಕರ್ಣ ಮಾತ್ರ ಚಲಿಸಿ ಮುಂದಿನ ಚೌಕಕ್ಕೆ ಸಾಗುತ್ತದೆ. ನಡೆಯಲು ಸೀಮಿತವಾದ ಅವಕಾಶ ಇರುವ ಕಾಲಾಳನ 'ಮತ್ತು' ನಮಗೆ ಗೊತ್ತಿಲ್ಲದಿರಬಹುದು.... ಕಾಲಾಳನ ಮಹತ್ವವನ್ನು ಅದರ ಪಾಯಿಂದಲೇ ಕೇಳೋಣ ಬನ್ನಿ.: [384, 778, 621, 976]
bjp-column-1: [17, 1954, 297, 2393]
gita-title-line1: ಭಗವದ್ಗೀತಾ: [100, 81, 287, 138]
minority-right-text: 2025–26 ಸಾಲಿಗೆ ಅಲ್ಪಸಂಖ್ಯಾತರ ಸಮುದಾಯಕ್ಕೆ ಸೇರಿದ ಕಾನೂನು ಪದವೀಧರರಿಗೆ ವೃತ್ತಿ ತರಬೇತಿ ಶಿಷ್ಯವೇತನ ಪಡೆಯಲು ಅರ್ಹ ಅಭ್ಯರ್ಥಿಗಳಿಂದ ಅರ್ಜಿ ಆಹ್ವಾನಿಸಲಾಗಿದೆ ಎಂದು ಅಲ್ಪಸಂಖ್ಯಾತರ ಕಲ್ಯಾಣ ಇಲಾಖೆಯ ಜಿಲ್ಲಾ ಅಧಿಕಾರಿ ಗುಡದಪ್ಪ ಜಗಲಿಕೋಟ ತಿಳಿಸಿದ್ದಾರೆ.: [1148, 1980, 1490, 2087]
chess-paragraph: ಈ ಜಗತ್ತಿನಲ್ಲಿ ಪ್ರತಿಯೊಂದು ಪುಟ್ಟ ಕ್ಷುದ್ರ ಜೀವಿಗೂ ಒಂದು ಬದುಕಿದೆ. ಆ ಬದುಕನ್ನು: [635, 1717, 868, 1757]
minority-left-headline-2: ಶಿಷ್ಯವೇತನಕ್ಕೆ ಅರ್ಜಿ ಅಹ್ವಾನ.: [95, 1554, 293, 1578]
chess-paragraph: ಪ್ರತಿಯೊಂದು ಕಾಯಿಯನ್ನು ಕೂಡ ತನ್ನದೇ ಆದ ನಿಗದಿತ ರೀತಿಯಲ್ಲಿ ಚಲಾಯಿಸಬೇಕು. ಪರಸ್ಪರ ಎದುರಾಳಿಗಳು ಒಬ್ಬರ ನಂತರ ಒಬ್ಬರು ತಮ್ಮ ಕಾಯಿಗಳನ್ನು ಚಲಾಯಿಸುತ್ತಾ ಎದುರಾಳಿಯ ಕಾಯಿಗಳನ್ನು ಕೆಡಿಸಿ ಹೊರಹಾಕುವುದು ಈ ಆಟದ ಗುರಿ. ಅಂತಿಮವಾಗಿ ಅವರ ರಾಜನನ್ನು ಕಟ್ಟಿಹಾಕುವುದು ಉದ್ದೇಶವಾಗಿರುತ್ತದೆ. 'ಚಾಣಾಕ್ಷರ ಆಟ'ಎಂದೇ ಪರಿಗಣಿಸಲ್ಪಡುವ ಚದುರಂಗದಾಟ ಕಲಿಯುವುದು ವೈಜ್ಞಾನಿಕ ಯೋಚನೆಗೂ ಎಡೆ ಮಾಡಿಕೊಡುತ್ತದೆ.: [384, 386, 621, 606]
missing-section: [1139, 1344, 1498, 1825]
bjp-section: [17, 1818, 1124, 2396]
